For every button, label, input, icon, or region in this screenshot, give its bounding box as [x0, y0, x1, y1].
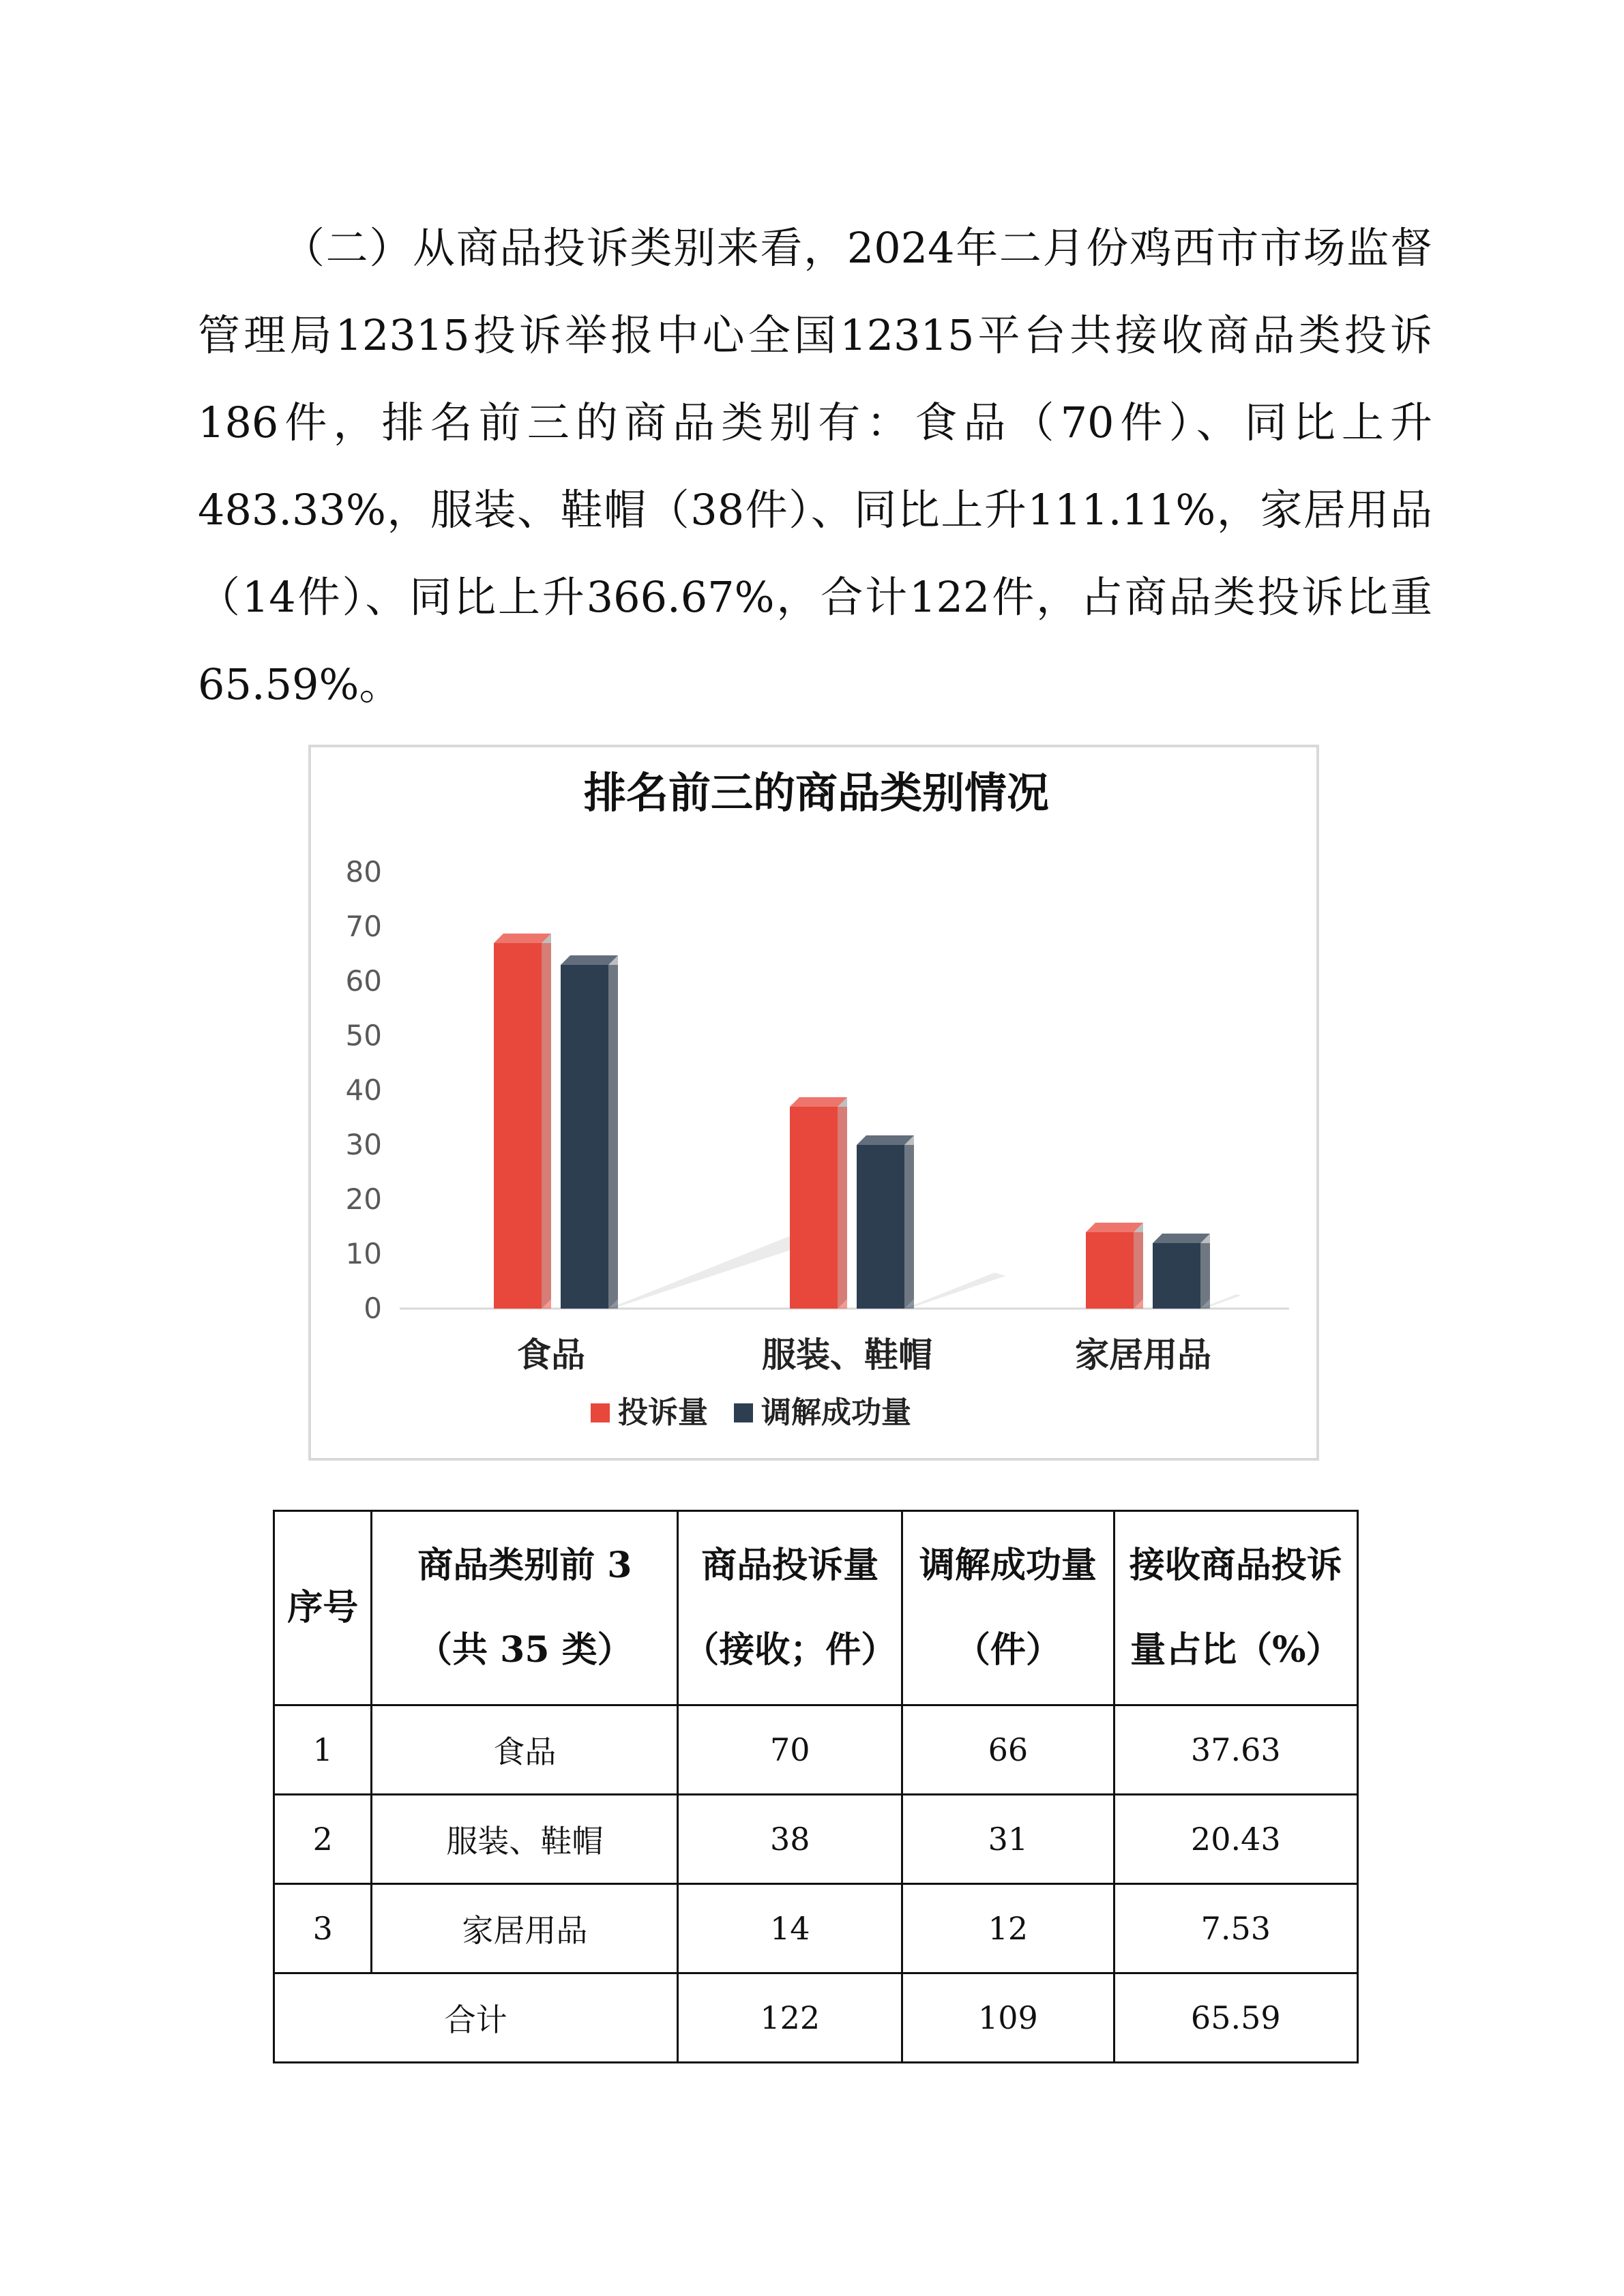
- bar-mediated: [1153, 1234, 1241, 1309]
- cell-total-complaints: 122: [678, 1973, 902, 2063]
- cell-mediated: 66: [902, 1705, 1114, 1795]
- legend-label: 投诉量: [618, 1395, 708, 1430]
- table-row: [274, 1795, 1358, 1884]
- bar-complaints: [494, 934, 551, 1309]
- y-tick-label: 0: [364, 1292, 382, 1325]
- cell-total-label: 合计: [274, 1973, 678, 2063]
- table-row: [274, 1705, 1358, 1795]
- table-total-row: [274, 1973, 1358, 2063]
- header-category: 商品类别前 3 （共 35 类）: [372, 1511, 678, 1705]
- chart-title: 排名前三的商品类别情况: [583, 768, 1050, 818]
- y-tick-label: 20: [345, 1182, 382, 1216]
- body-paragraph: （二）从商品投诉类别来看，2024年二月份鸡西市市场监督管理局12315投诉举报中心全国12315平台共接收商品类投诉186件，排名前三的商品类别有：食品（70件）、同比上升483.33%，服装、鞋帽（38件）、同比上升111.11%，家居用品（14件）、同比上升366.67%，合计122件，占商品类投诉比重65.59%。: [198, 223, 1432, 709]
- cell-mediated: 12: [902, 1884, 1114, 1973]
- cell-index: 3: [274, 1884, 372, 1973]
- cell-complaints: 38: [678, 1795, 902, 1884]
- category-label: 服装、鞋帽: [762, 1335, 932, 1375]
- y-tick-label: 30: [345, 1128, 382, 1161]
- statistics-table: [273, 1510, 1359, 2063]
- bar-complaints: [1086, 1223, 1143, 1309]
- y-tick-label: 50: [345, 1019, 382, 1052]
- header-index: 序号: [274, 1511, 372, 1705]
- cell-complaints: 70: [678, 1705, 902, 1795]
- y-tick-label: 60: [345, 964, 382, 998]
- category-label: 家居用品: [1075, 1335, 1211, 1375]
- cell-share: 37.63: [1114, 1705, 1357, 1795]
- cell-complaints: 14: [678, 1884, 902, 1973]
- cell-category: 服装、鞋帽: [372, 1795, 678, 1884]
- header-mediated: 调解成功量 （件）: [902, 1511, 1114, 1705]
- cell-share: 7.53: [1114, 1884, 1357, 1973]
- y-tick-label: 80: [345, 855, 382, 889]
- legend-swatch: [734, 1403, 753, 1422]
- cell-category: 食品: [372, 1705, 678, 1795]
- y-tick-label: 70: [345, 910, 382, 943]
- cell-mediated: 31: [902, 1795, 1114, 1884]
- bar-mediated: [857, 1135, 1006, 1309]
- cell-index: 1: [274, 1705, 372, 1795]
- y-tick-label: 40: [345, 1073, 382, 1107]
- legend-swatch: [591, 1403, 610, 1422]
- cell-total-mediated: 109: [902, 1973, 1114, 2063]
- bar-chart: [308, 745, 1319, 1461]
- header-share: 接收商品投诉 量占比（%）: [1114, 1511, 1357, 1705]
- cell-index: 2: [274, 1795, 372, 1884]
- legend-label: 调解成功量: [761, 1395, 911, 1430]
- bar-complaints: [790, 1097, 847, 1309]
- header-complaints: 商品投诉量 （接收；件）: [678, 1511, 902, 1705]
- cell-total-share: 65.59: [1114, 1973, 1357, 2063]
- y-tick-label: 10: [345, 1237, 382, 1270]
- cell-share: 20.43: [1114, 1795, 1357, 1884]
- table-header-row: [274, 1511, 1358, 1705]
- bar-mediated: [561, 955, 821, 1309]
- category-label: 食品: [517, 1335, 585, 1375]
- chart-svg: [311, 747, 1322, 1463]
- cell-category: 家居用品: [372, 1884, 678, 1973]
- table-row: [274, 1884, 1358, 1973]
